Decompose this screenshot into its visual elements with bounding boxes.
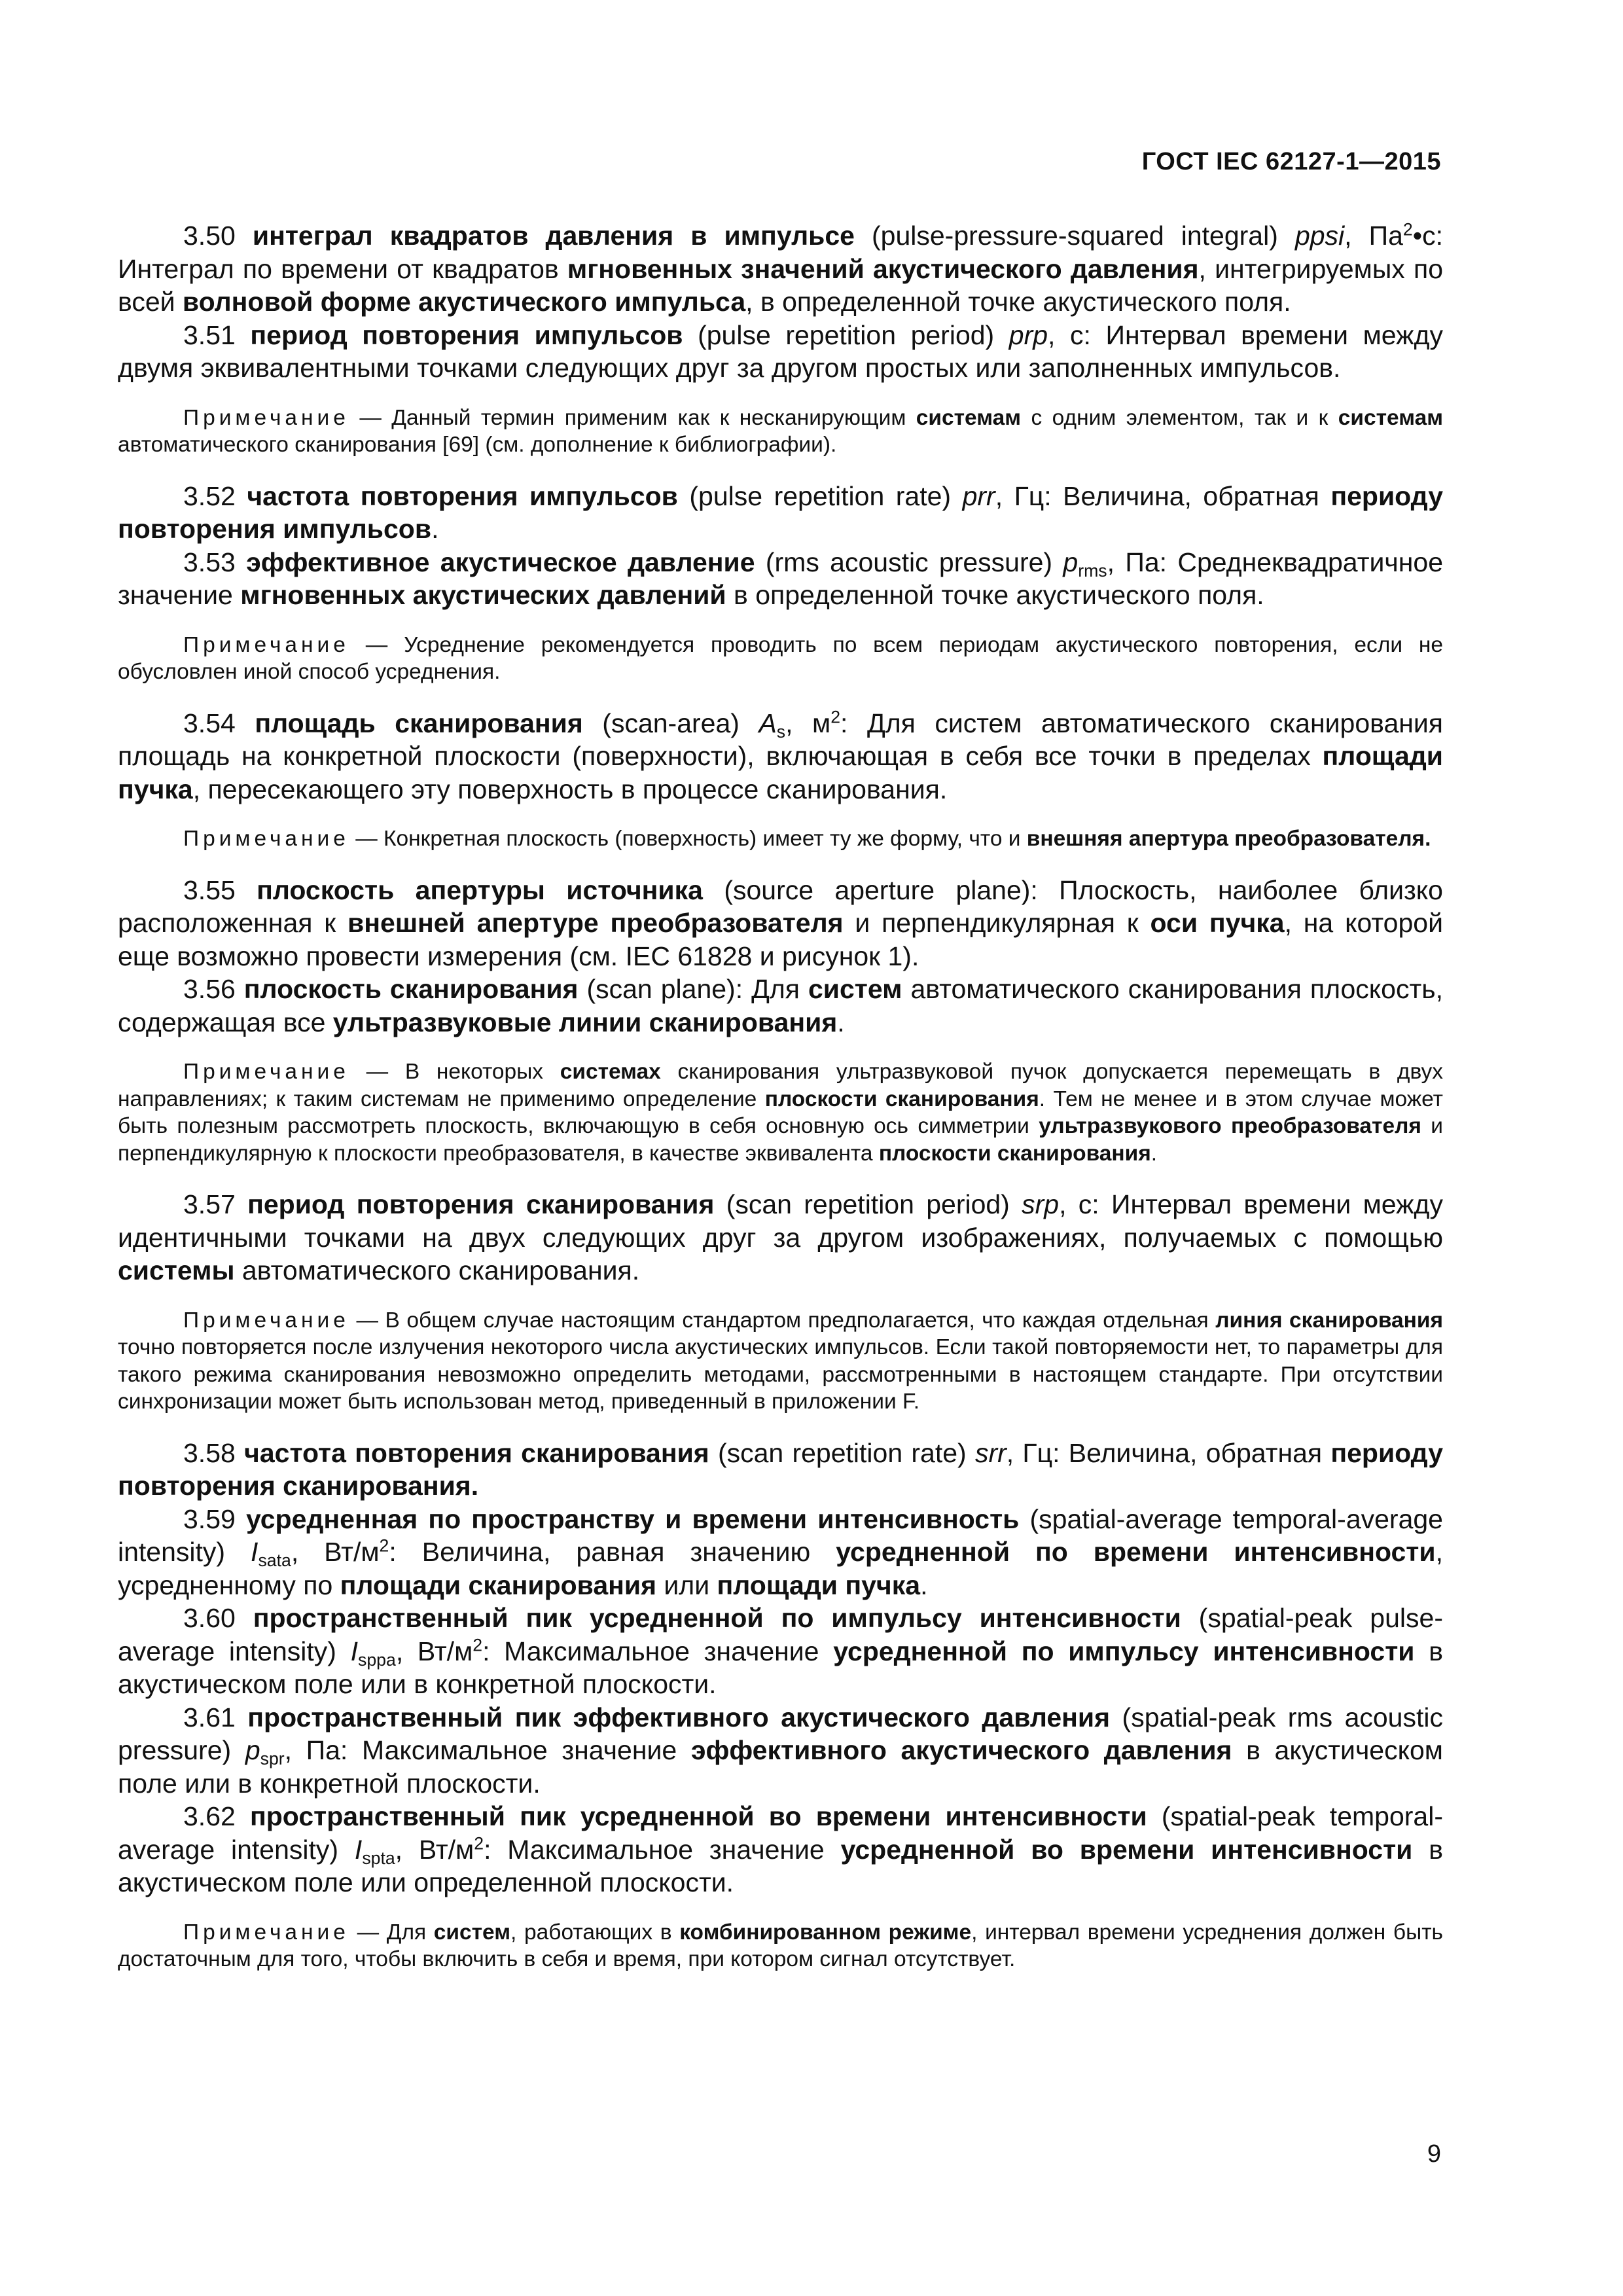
text-run: с одним элементом, так и к <box>1021 405 1338 430</box>
text-run: I <box>350 1636 359 1666</box>
text-run: эффективного акустического давления <box>690 1735 1232 1765</box>
text-run: , Вт/м <box>395 1834 474 1865</box>
text-run: плоскость апертуры источника <box>257 874 703 905</box>
document-body <box>118 219 1443 1994</box>
text-run: периоду повторения сканирования. <box>118 1437 1443 1501</box>
text-run: частота повторения сканирования <box>244 1437 709 1468</box>
text-run: . <box>920 1570 928 1600</box>
text-run: автоматического сканирования. <box>234 1255 640 1285</box>
text-run: эффективное акустическое давление <box>246 547 755 577</box>
text-run: усредненной по импульсу интенсивности <box>833 1636 1415 1666</box>
text-run: площади пучка <box>118 741 1443 804</box>
text-run: период повторения импульсов <box>250 319 683 350</box>
term-definition <box>118 219 1443 319</box>
text-run: 3.51 <box>183 319 251 350</box>
term-definition <box>118 1701 1443 1801</box>
text-run: пространственный пик усредненной во времени интенсивности <box>250 1801 1147 1831</box>
text-run: : Величина, равная значению <box>389 1537 836 1567</box>
text-run: 3.61 <box>183 1702 248 1732</box>
text-run: , интегрируемых по всей <box>118 253 1443 317</box>
note-paragraph: Примечание — Данный термин применим как к несканирующим системам с одним элементом, так и к системам автоматического сканирования [69] (см. дополнение к библиографии). <box>118 405 1443 457</box>
text-run: мгновенных значений акустического давления <box>567 253 1199 284</box>
term-definition <box>118 1800 1443 1899</box>
note-label: Примечание <box>183 632 349 657</box>
text-run: в акустическом поле или в конкретной плоскости. <box>118 1735 1443 1799</box>
text-run: площади сканирования <box>340 1570 657 1600</box>
text-run: (pulse-pressure-squared integral) <box>854 221 1295 251</box>
text-run: 2 <box>474 1833 484 1853</box>
text-run: , интервал времени усреднения должен быть достаточным для того, чтобы включить в себя и время, при котором сигнал отсутствует. <box>118 1920 1443 1971</box>
text-run: комбинированном режиме <box>679 1920 972 1945</box>
term-definition <box>118 1602 1443 1701</box>
text-run: , Па: Максимальное значение <box>284 1735 691 1765</box>
text-run: 3.50 <box>183 221 253 251</box>
text-run: системам <box>1338 405 1443 430</box>
text-run: , Вт/м <box>291 1537 380 1567</box>
term-definition <box>118 480 1443 546</box>
text-run: 3.55 <box>183 874 257 905</box>
text-run: ультразвуковые линии сканирования <box>332 1007 838 1037</box>
text-run: 3.59 <box>183 1503 246 1534</box>
text-run: или <box>656 1570 717 1600</box>
text-run: 3.53 <box>183 547 247 577</box>
text-run: I <box>251 1537 259 1567</box>
text-run: spr <box>260 1748 285 1768</box>
text-run: площади пучка <box>717 1570 921 1600</box>
text-run: период повторения сканирования <box>247 1189 715 1219</box>
text-run: плоскости сканирования <box>764 1086 1039 1111</box>
text-run: в акустическом поле или в конкретной плоскости. <box>118 1636 1443 1699</box>
text-run: : Максимальное значение <box>484 1834 841 1865</box>
text-run: , Вт/м <box>395 1636 473 1666</box>
text-run: 3.56 <box>183 974 244 1004</box>
text-run: 2 <box>830 706 841 726</box>
text-run: ультразвукового преобразователя <box>1039 1114 1421 1138</box>
text-run: 2 <box>379 1535 389 1556</box>
text-run: , пересекающего эту поверхность в процессе сканирования. <box>192 774 948 804</box>
note-paragraph: Примечание — Усреднение рекомендуется проводить по всем периодам акустического повторения, если не обусловлен иной способ усреднения. <box>118 632 1443 684</box>
text-run: усредненной во времени интенсивности <box>840 1834 1413 1865</box>
term-definition <box>118 707 1443 806</box>
text-run: сканирования ультразвуковой пучок допускается перемещать в двух направлениях; к таким системам не применимо определение <box>118 1060 1443 1111</box>
text-run: I <box>354 1834 363 1865</box>
text-run: системам <box>916 405 1022 430</box>
text-run: s <box>776 721 786 742</box>
text-run: . <box>837 1007 845 1037</box>
text-run: 2 <box>473 1634 483 1655</box>
term-definition <box>118 1437 1443 1503</box>
text-run: (rms acoustic pressure) <box>755 547 1063 577</box>
text-run: волновой форме акустического импульса <box>182 287 746 317</box>
text-run: (pulse repetition period) <box>683 319 1009 350</box>
text-run: В общем случае настоящим стандартом предполагается, что каждая отдельная <box>385 1308 1216 1333</box>
text-run: интеграл квадратов давления в импульсе <box>252 221 855 251</box>
text-run: в акустическом поле или определенной плоскости. <box>118 1834 1443 1897</box>
text-run: , работающих в <box>510 1920 680 1945</box>
text-run: . Тем не менее и в этом случае может быть полезным рассмотреть плоскость, включающую в себя основную ось симметрии <box>118 1086 1444 1138</box>
text-run: оси пучка <box>1150 908 1285 938</box>
text-run: автоматического сканирования плоскость, содержащая все <box>118 974 1443 1037</box>
note-paragraph: Примечание — В некоторых системах сканирования ультразвуковой пучок допускается перемещать в двух направлениях; к таким системам не применимо определение плоскости сканирования. Тем не менее и в этом случае может быть полезным рассмотреть плоскость, включающую в себя основную ось симметрии ультразвукового преобразователя и перпендикулярную к плоскости преобразователя, в качестве эквивалента плоскости сканирования. <box>118 1060 1444 1166</box>
text-run: srr <box>974 1437 1007 1468</box>
text-run: линия сканирования <box>1215 1308 1443 1333</box>
text-run: периоду повторения импульсов <box>118 480 1443 544</box>
text-run: систем <box>433 1920 511 1945</box>
text-run: prp <box>1008 319 1048 350</box>
text-run: Данный термин применим как к несканирующим <box>391 405 916 430</box>
term-definition <box>118 319 1443 385</box>
text-run: (scan repetition rate) <box>709 1437 975 1468</box>
note-label: Примечание <box>183 405 349 430</box>
text-run: sata <box>258 1550 291 1570</box>
text-run: srp <box>1022 1189 1060 1219</box>
text-run: 3.52 <box>183 480 247 511</box>
term-definition <box>118 1188 1443 1287</box>
text-run: усредненная по пространству и времени интенсивность <box>245 1503 1020 1534</box>
text-run: spta <box>362 1848 395 1868</box>
text-run: внешней апертуре преобразователя <box>348 908 844 938</box>
text-run: 3.57 <box>183 1189 248 1219</box>
text-run: в определенной точке акустического поля. <box>726 580 1264 610</box>
text-run: ppsi <box>1294 221 1345 251</box>
note-label: Примечание <box>183 1060 349 1084</box>
note-paragraph: Примечание — Конкретная плоскость (поверхность) имеет ту же форму, что и внешняя апертура преобразователя. <box>183 827 1431 851</box>
text-run: и перпендикулярную к плоскости преобразователя, в качестве эквивалента <box>118 1114 1443 1166</box>
text-run: (scan plane): Для <box>578 974 808 1004</box>
text-run: , Па <box>1344 221 1403 251</box>
text-run: 2 <box>1402 219 1413 240</box>
text-run: , на которой еще возможно провести измерения (см. IEC 61828 и рисунок 1). <box>118 908 1443 971</box>
term-definition <box>118 1503 1443 1602</box>
text-run: , Гц: Величина, обратная <box>995 480 1331 511</box>
document-header: ГОСТ IEC 62127-1—2015 <box>1141 148 1441 175</box>
text-run: систем <box>808 974 902 1004</box>
text-run: пространственный пик усредненной по импульсу интенсивности <box>253 1603 1181 1633</box>
text-run: , в определенной точке акустического поля. <box>745 287 1291 317</box>
text-run: системах <box>560 1060 661 1084</box>
text-run: prr <box>962 480 995 511</box>
text-run: 3.62 <box>183 1801 250 1831</box>
text-run: пространственный пик эффективного акустического давления <box>247 1702 1111 1732</box>
text-run: , м <box>785 708 831 738</box>
text-run: : Максимальное значение <box>482 1636 834 1666</box>
text-run: и перпендикулярная к <box>843 908 1150 938</box>
text-run: , усредненному по <box>118 1537 1443 1600</box>
text-run: A <box>758 708 777 738</box>
page-number: 9 <box>1427 2140 1441 2168</box>
note-label: Примечание <box>183 827 349 851</box>
text-run: (spatial-peak temporal-average intensity) <box>118 1801 1443 1865</box>
text-run: плоскость сканирования <box>243 974 579 1004</box>
text-run: частота повторения импульсов <box>247 480 678 511</box>
text-run: точно повторяется после излучения некоторого числа акустических импульсов. Если такой повторяемости нет, то параметры для такого режима сканирования невозможно определить методами, рассмотренными в настоящем стандарте. При отсутствии синхронизации может быть использован метод, приведенный в приложении F. <box>118 1335 1443 1414</box>
text-run: 3.54 <box>183 708 255 738</box>
text-run: . <box>431 514 439 544</box>
text-run: площадь сканирования <box>255 708 583 738</box>
text-run: Для <box>386 1920 434 1945</box>
text-run: (scan-area) <box>582 708 759 738</box>
text-run: p <box>245 1735 260 1765</box>
text-run: , с: Интервал времени между идентичными точками на двух следующих друг за другом изображениях, получаемых с помощью <box>118 1189 1443 1253</box>
text-run: плоскости сканирования <box>878 1141 1151 1166</box>
note-label: Примечание <box>183 1920 349 1945</box>
note-paragraph: Примечание — В общем случае настоящим стандартом предполагается, что каждая отдельная линия сканирования точно повторяется после излучения некоторого числа акустических импульсов. Если такой повторяемости нет, то параметры для такого режима сканирования невозможно определить методами, рассмотренными в настоящем стандарте. При отсутствии синхронизации может быть использован метод, приведенный в приложении F. <box>118 1308 1443 1414</box>
text-run: 3.60 <box>183 1603 253 1633</box>
text-run: , с: Интервал времени между двумя эквивалентными точками следующих друг за другом простых или заполненных импульсов. <box>118 319 1443 383</box>
text-run: усредненной по времени интенсивности <box>836 1537 1436 1567</box>
text-run: (scan repetition period) <box>714 1189 1022 1219</box>
note-label: Примечание <box>183 1308 349 1333</box>
text-run: •с: Интеграл по времени от квадратов <box>118 221 1443 284</box>
term-definition <box>118 546 1443 612</box>
text-run: . <box>1150 1141 1158 1166</box>
note-paragraph: Примечание — Для систем, работающих в комбинированном режиме, интервал времени усреднения должен быть достаточным для того, чтобы включить в себя и время, при котором сигнал отсутствует. <box>118 1920 1443 1971</box>
text-run: : Для систем автоматического сканирования площадь на конкретной плоскости (поверхности), включающая в себя все точки в пределах <box>118 708 1443 771</box>
text-run: , Гц: Величина, обратная <box>1006 1437 1331 1468</box>
text-run: rms <box>1078 560 1107 581</box>
text-run: p <box>1063 547 1079 577</box>
text-run: (spatial-peak pulse-average intensity) <box>118 1603 1443 1666</box>
text-run: Усреднение рекомендуется проводить по всем периодам акустического повторения, если не обусловлен иной способ усреднения. <box>118 632 1443 684</box>
text-run: Конкретная плоскость (поверхность) имеет ту же форму, что и <box>383 827 1027 851</box>
text-run: (pulse repetition rate) <box>677 480 963 511</box>
text-run: системы <box>118 1255 235 1285</box>
text-run: (spatial-average temporal-average intensity) <box>118 1503 1443 1567</box>
text-run: В некоторых <box>404 1060 560 1084</box>
text-run: (spatial-peak rms acoustic pressure) <box>118 1702 1443 1765</box>
text-run: , Па: Среднеквадратичное значение <box>118 547 1443 610</box>
term-definition <box>118 874 1443 973</box>
term-definition <box>118 973 1443 1039</box>
text-run: внешняя апертура преобразователя. <box>1026 827 1431 851</box>
text-run: (source aperture plane): Плоскость, наиболее близко расположенная к <box>118 874 1443 938</box>
text-run: sppa <box>358 1649 396 1670</box>
text-run: мгновенных акустических давлений <box>240 580 726 610</box>
text-run: автоматического сканирования [69] (см. дополнение к библиографии). <box>118 433 837 457</box>
text-run: 3.58 <box>183 1437 245 1468</box>
